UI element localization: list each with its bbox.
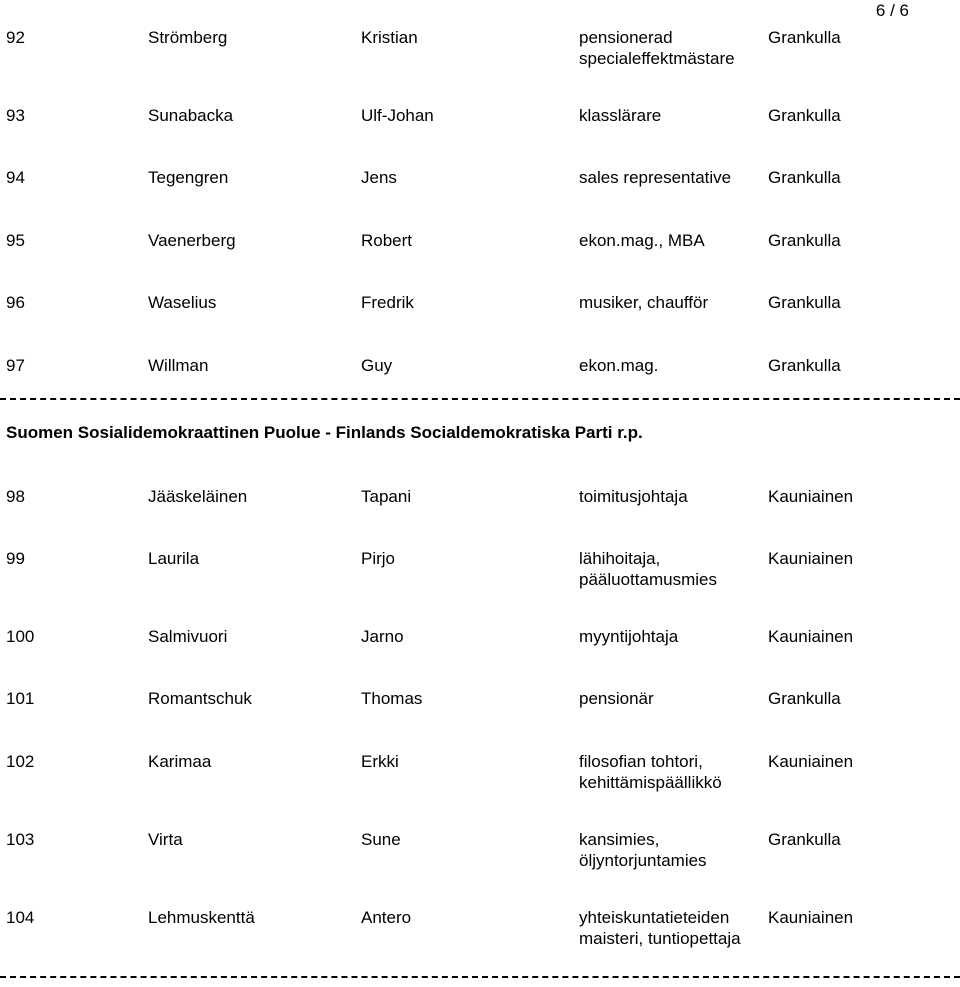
candidate-first-name: Antero — [361, 908, 412, 927]
occupation-line: pääluottamusmies — [579, 570, 717, 589]
occupation-line: toimitusjohtaja — [579, 487, 688, 506]
occupation-line: kansimies, — [579, 830, 660, 849]
occupation-line: öljyntorjuntamies — [579, 851, 707, 870]
candidate-first-name: Thomas — [361, 689, 423, 708]
candidate-municipality: Kauniainen — [768, 908, 854, 927]
occupation-line: klasslärare — [579, 106, 662, 125]
candidate-municipality: Grankulla — [768, 293, 841, 312]
occupation-line: myyntijohtaja — [579, 627, 679, 646]
occupation-line: maisteri, tuntiopettaja — [579, 929, 741, 948]
candidate-occupation — [579, 829, 707, 871]
candidate-occupation — [579, 751, 722, 793]
candidate-first-name: Sune — [361, 830, 401, 849]
party-heading: Suomen Sosialidemokraattinen Puolue - Finlands Socialdemokratiska Parti r.p. — [6, 423, 643, 442]
occupation-line: sales representative — [579, 168, 732, 187]
candidate-municipality: Grankulla — [768, 106, 841, 125]
candidate-first-name: Erkki — [361, 752, 399, 771]
candidate-number: 93 — [6, 106, 25, 125]
section-divider-top — [0, 398, 960, 400]
candidate-occupation — [579, 907, 741, 949]
candidate-occupation — [579, 27, 735, 69]
candidate-number: 95 — [6, 231, 25, 250]
candidate-number: 101 — [6, 689, 35, 708]
candidate-last-name: Laurila — [148, 549, 200, 568]
candidate-occupation — [579, 688, 654, 709]
candidate-occupation — [579, 548, 717, 590]
candidate-last-name: Romantschuk — [148, 689, 252, 708]
candidate-municipality: Kauniainen — [768, 627, 854, 646]
occupation-line: filosofian tohtori, — [579, 752, 703, 771]
occupation-line: pensionerad — [579, 28, 673, 47]
candidate-last-name: Strömberg — [148, 28, 228, 47]
candidate-last-name: Virta — [148, 830, 183, 849]
candidate-first-name: Pirjo — [361, 549, 396, 568]
candidate-municipality: Grankulla — [768, 168, 841, 187]
candidate-last-name: Jääskeläinen — [148, 487, 248, 506]
candidate-municipality: Kauniainen — [768, 549, 854, 568]
candidate-municipality: Grankulla — [768, 28, 841, 47]
occupation-line: yhteiskuntatieteiden — [579, 908, 730, 927]
candidate-first-name: Ulf-Johan — [361, 106, 434, 125]
candidate-first-name: Fredrik — [361, 293, 414, 312]
candidate-number: 96 — [6, 293, 25, 312]
section-divider-bottom — [0, 976, 960, 978]
occupation-line: specialeffektmästare — [579, 49, 735, 68]
candidate-last-name: Tegengren — [148, 168, 229, 187]
candidate-first-name: Robert — [361, 231, 413, 250]
occupation-line: musiker, chaufför — [579, 293, 709, 312]
candidate-number: 100 — [6, 627, 35, 646]
candidate-last-name: Waselius — [148, 293, 217, 312]
candidate-last-name: Lehmuskenttä — [148, 908, 255, 927]
candidate-last-name: Vaenerberg — [148, 231, 236, 250]
candidate-municipality: Grankulla — [768, 231, 841, 250]
candidate-municipality: Grankulla — [768, 356, 841, 375]
candidate-number: 104 — [6, 908, 35, 927]
candidate-occupation — [579, 292, 708, 313]
occupation-line: pensionär — [579, 689, 654, 708]
candidate-last-name: Sunabacka — [148, 106, 234, 125]
candidate-number: 103 — [6, 830, 35, 849]
candidate-number: 98 — [6, 487, 25, 506]
candidate-first-name: Guy — [361, 356, 393, 375]
candidate-occupation — [579, 486, 688, 507]
candidate-first-name: Kristian — [361, 28, 418, 47]
occupation-line: kehittämispäällikkö — [579, 773, 722, 792]
candidate-first-name: Jarno — [361, 627, 404, 646]
candidate-number: 97 — [6, 356, 25, 375]
candidate-number: 99 — [6, 549, 25, 568]
candidate-number: 102 — [6, 752, 35, 771]
occupation-line: lähihoitaja, — [579, 549, 661, 568]
candidate-last-name: Salmivuori — [148, 627, 228, 646]
page-number: 6 / 6 — [875, 1, 909, 20]
candidate-last-name: Willman — [148, 356, 209, 375]
candidate-first-name: Tapani — [361, 487, 412, 506]
candidate-municipality: Kauniainen — [768, 752, 854, 771]
candidate-occupation — [579, 626, 678, 647]
occupation-line: ekon.mag., MBA — [579, 231, 705, 250]
occupation-line: ekon.mag. — [579, 356, 659, 375]
candidate-occupation — [579, 167, 731, 188]
candidate-occupation — [579, 355, 658, 376]
candidate-number: 92 — [6, 28, 25, 47]
candidate-number: 94 — [6, 168, 25, 187]
candidate-occupation — [579, 105, 661, 126]
candidate-last-name: Karimaa — [148, 752, 212, 771]
candidate-municipality: Grankulla — [768, 830, 841, 849]
candidate-municipality: Kauniainen — [768, 487, 854, 506]
candidate-occupation — [579, 230, 705, 251]
candidate-first-name: Jens — [361, 168, 397, 187]
candidate-municipality: Grankulla — [768, 689, 841, 708]
